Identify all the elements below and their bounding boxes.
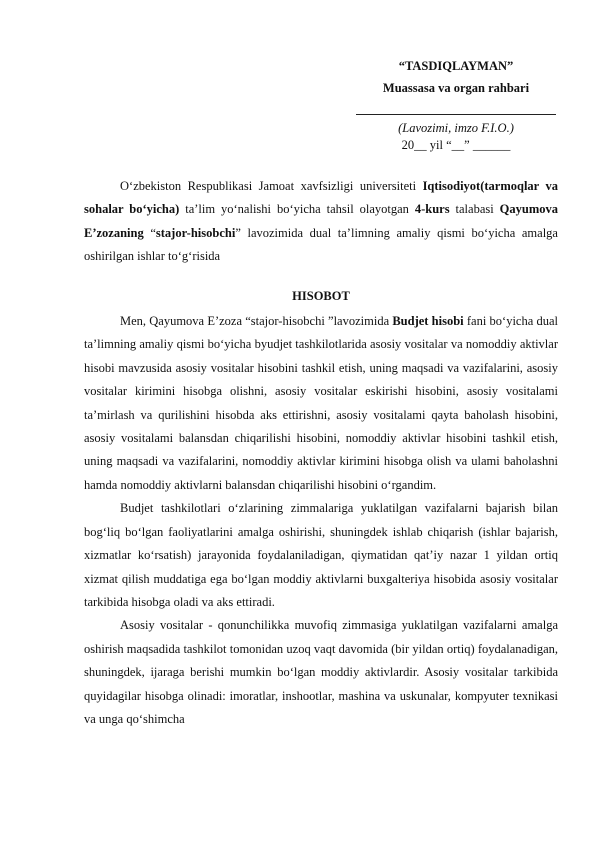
approval-title: “TASDIQLAYMAN” [398,59,514,73]
report-heading: HISOBOT [292,288,350,303]
approval-organization: Muassasa va organ rahbari [382,81,530,95]
paragraph-text: Men, Qayumova E’zoza “stajor-hisobchi ”lavozimida [120,314,393,329]
intro-text: ta’lim yo‘nalishi bo‘yicha tahsil olayotgan [179,202,415,217]
body-paragraph-3: Asosiy vositalar - qonunchilikka muvofiq zimmasiga yuklatilgan vazifalarni amalga oshirish maqsadida tashkilot tomonidan uzoq vaqt davomida (bir yildan ortiq) foydalanadigan, shuningdek, ijaraga berishi mumkin bo‘lgan moddiy aktivlardir. Asosiy vositalar tarkibida quyidagilar hisobga olinadi: imoratlar, inshootlar, mashina va uskunalar, kompyuter texnikasi va unga qo‘shimcha [84,618,558,726]
body-paragraph-1 [84,310,558,497]
approval-date: 20__ yil “__” ______ [401,138,511,152]
intro-text: O‘zbekiston Respublikasi Jamoat xavfsizligi universiteti [120,179,423,193]
subject-name: Budjet hisobi [392,314,464,329]
signature-caption: (Lavozimi, imzo F.I.O.) [398,121,514,135]
approval-block [356,58,556,154]
body-paragraph-2: Budjet tashkilotlari o‘zlarining zimmalariga yuklatilgan vazifalarni bajarish bilan bog‘liq bo‘lgan faoliyatlarini amalga oshirishi, shuningdek ishlab chiqarish (ishlar bajarish, xizmatlar ko‘rsatish) jarayonida foydalaniladigan, qiymatidan qat’iy nazar 1 yildan ortiq xizmat qilish muddatiga ega bo‘lgan moddiy aktivlarni buxgalteriya hisobida asosiy vositalar tarkibida hisobga oladi va aks ettiradi. [84,501,558,609]
document-body [84,175,558,731]
intro-student-name: Qayumova E’zozaning [84,202,558,240]
intro-position: stajor-hisobchi [155,225,236,240]
intro-text: ” lavozimida dual ta’limning amaliy qismi bo‘yicha amalga oshirilgan ishlar to‘g‘risida [84,225,558,264]
signature-line [356,101,556,115]
intro-text: talabasi [449,202,500,217]
intro-paragraph [84,175,558,269]
intro-specialty: Iqtisodiyot(tarmoqlar va sohalar bo‘yicha) [84,179,558,217]
intro-text: “ [143,225,156,240]
paragraph-text: fani bo‘yicha dual ta’limning amaliy qismi bo‘yicha byudjet tashkilotlarida asosiy vositalar va nomoddiy aktivlar hisobi mavzusida asosiy vositalar hisobini tashkil etish, uning maqsadi va vazifalarini, asosiy vositalar kirimini hisobga olishni, asosiy vositalar eskirishi hisobini, asosiy vositalami ta’mirlash va qurilishini hisobda aks ettirishni, asosiy vositalami qayta baholash hisobini, asosiy vositalami balansdan chiqarilishi hisobini, nomoddiy aktivlar hisobini tashkil etish, uning maqsadi va vazifalarini, nomoddiy aktivlar kirimini hisobga olish va ulami baholashni hamda nomoddiy aktivlarni balansdan chiqarilishi hisobini o‘rgandim. [84,314,558,492]
intro-course: 4-kurs [414,202,450,217]
